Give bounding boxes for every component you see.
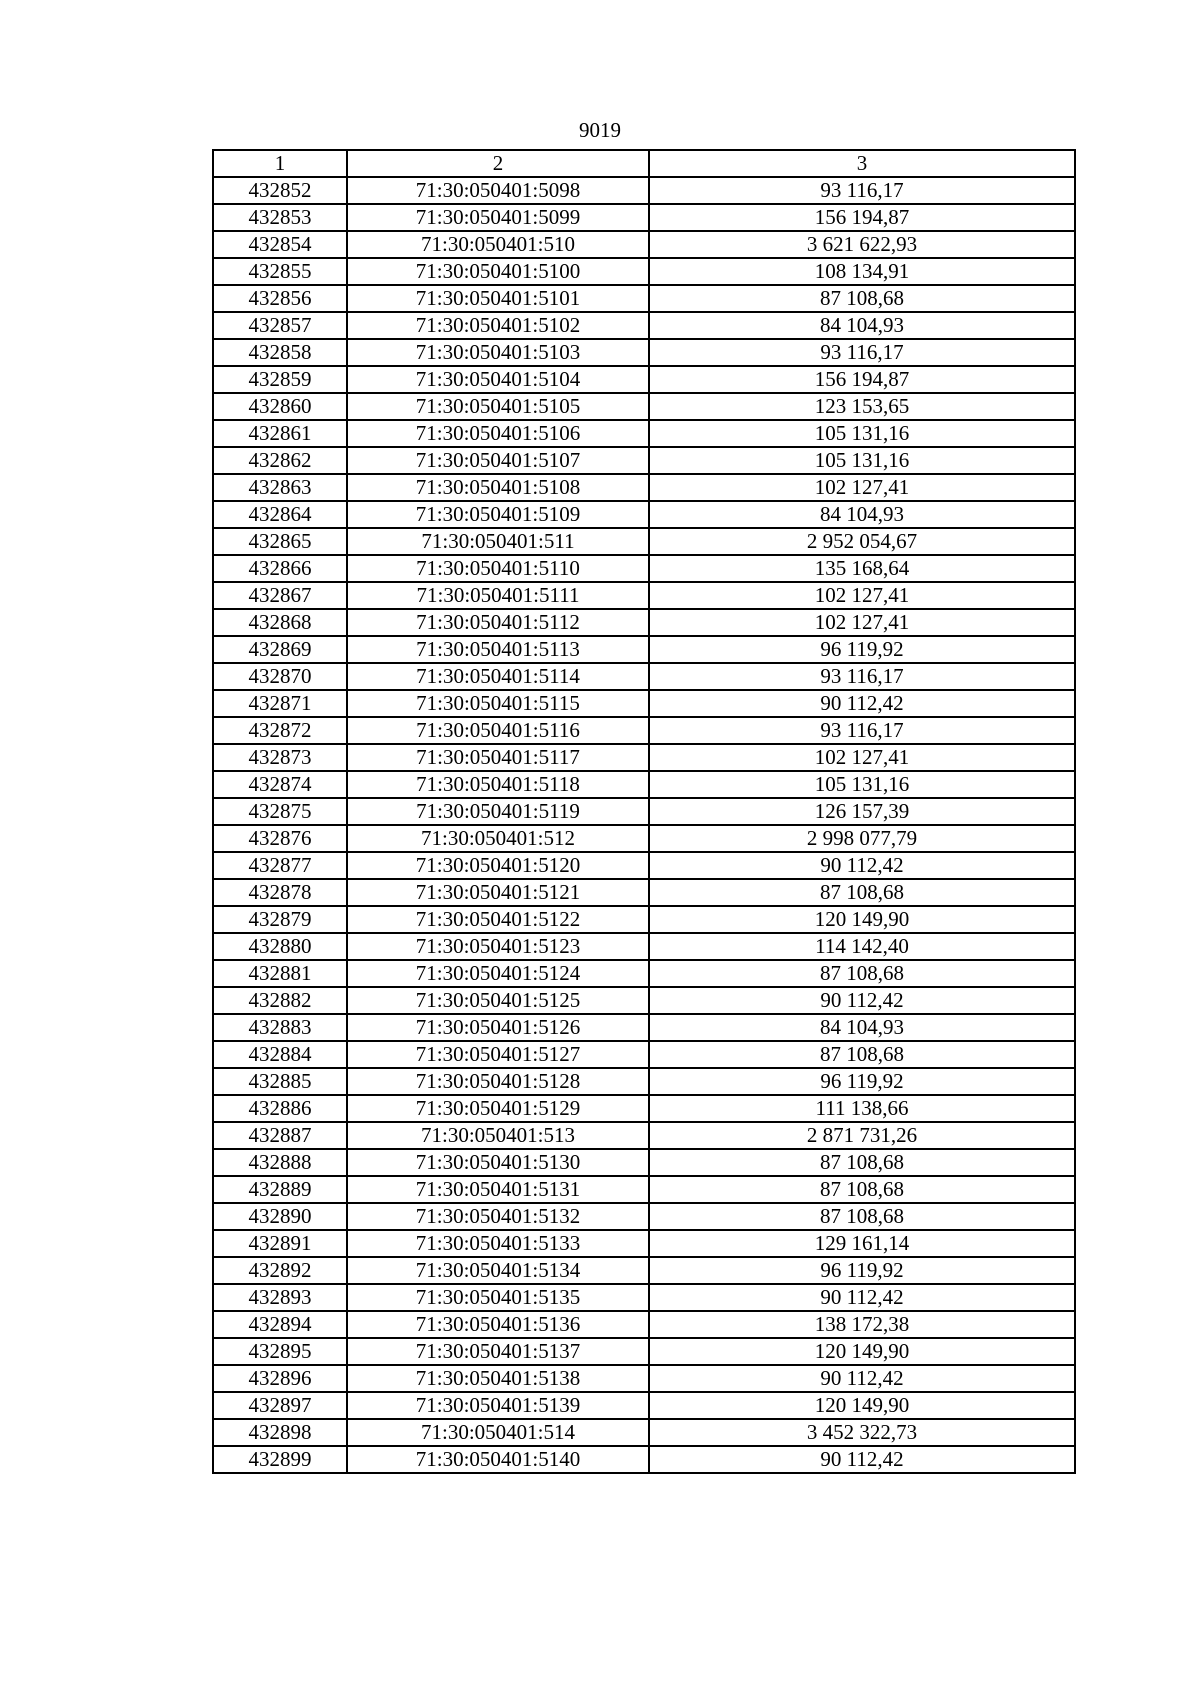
row-number-cell: 432879 <box>213 906 347 933</box>
table-row <box>213 285 1075 312</box>
table-row <box>213 1095 1075 1122</box>
row-number-cell: 432881 <box>213 960 347 987</box>
table-row <box>213 771 1075 798</box>
value-cell: 96 119,92 <box>649 1068 1075 1095</box>
table-row <box>213 1230 1075 1257</box>
table-row <box>213 204 1075 231</box>
row-number-cell: 432857 <box>213 312 347 339</box>
table-row <box>213 1419 1075 1446</box>
cadastral-number-cell: 71:30:050401:5138 <box>347 1365 649 1392</box>
cadastral-number-cell: 71:30:050401:5130 <box>347 1149 649 1176</box>
row-number-cell: 432888 <box>213 1149 347 1176</box>
cadastral-number-cell: 71:30:050401:5105 <box>347 393 649 420</box>
row-number-cell: 432883 <box>213 1014 347 1041</box>
table-row <box>213 366 1075 393</box>
value-cell: 87 108,68 <box>649 1203 1075 1230</box>
row-number-cell: 432868 <box>213 609 347 636</box>
row-number-cell: 432876 <box>213 825 347 852</box>
value-cell: 96 119,92 <box>649 636 1075 663</box>
table-row <box>213 852 1075 879</box>
cadastral-number-cell: 71:30:050401:5135 <box>347 1284 649 1311</box>
table-row <box>213 420 1075 447</box>
value-cell: 102 127,41 <box>649 744 1075 771</box>
table-row <box>213 1311 1075 1338</box>
value-cell: 102 127,41 <box>649 582 1075 609</box>
value-cell: 120 149,90 <box>649 906 1075 933</box>
table-row <box>213 1257 1075 1284</box>
cadastral-number-cell: 71:30:050401:5137 <box>347 1338 649 1365</box>
value-cell: 87 108,68 <box>649 960 1075 987</box>
table-row <box>213 798 1075 825</box>
cadastral-number-cell: 71:30:050401:5133 <box>347 1230 649 1257</box>
value-cell: 87 108,68 <box>649 1176 1075 1203</box>
cadastral-number-cell: 71:30:050401:5117 <box>347 744 649 771</box>
table-row <box>213 177 1075 204</box>
table-row <box>213 1446 1075 1473</box>
value-cell: 105 131,16 <box>649 447 1075 474</box>
row-number-cell: 432898 <box>213 1419 347 1446</box>
cadastral-number-cell: 71:30:050401:5132 <box>347 1203 649 1230</box>
cadastral-number-cell: 71:30:050401:5128 <box>347 1068 649 1095</box>
value-cell: 105 131,16 <box>649 771 1075 798</box>
cadastral-number-cell: 71:30:050401:5102 <box>347 312 649 339</box>
row-number-cell: 432874 <box>213 771 347 798</box>
table-row <box>213 1338 1075 1365</box>
value-cell: 102 127,41 <box>649 609 1075 636</box>
cadastral-number-cell: 71:30:050401:5103 <box>347 339 649 366</box>
table-row <box>213 231 1075 258</box>
table-row <box>213 960 1075 987</box>
row-number-cell: 432884 <box>213 1041 347 1068</box>
cadastral-number-cell: 71:30:050401:5122 <box>347 906 649 933</box>
value-cell: 93 116,17 <box>649 717 1075 744</box>
value-cell: 120 149,90 <box>649 1338 1075 1365</box>
cadastral-number-cell: 71:30:050401:5118 <box>347 771 649 798</box>
cadastral-number-cell: 71:30:050401:511 <box>347 528 649 555</box>
header-cell-2: 2 <box>347 150 649 177</box>
row-number-cell: 432873 <box>213 744 347 771</box>
value-cell: 84 104,93 <box>649 312 1075 339</box>
table-row <box>213 1068 1075 1095</box>
table-row <box>213 1014 1075 1041</box>
cadastral-number-cell: 71:30:050401:5107 <box>347 447 649 474</box>
cadastral-number-cell: 71:30:050401:5100 <box>347 258 649 285</box>
data-table <box>212 149 1076 1474</box>
row-number-cell: 432869 <box>213 636 347 663</box>
table-row <box>213 1122 1075 1149</box>
cadastral-number-cell: 71:30:050401:513 <box>347 1122 649 1149</box>
table-row <box>213 1365 1075 1392</box>
value-cell: 2 998 077,79 <box>649 825 1075 852</box>
cadastral-number-cell: 71:30:050401:5099 <box>347 204 649 231</box>
cadastral-number-cell: 71:30:050401:5127 <box>347 1041 649 1068</box>
table-row <box>213 1149 1075 1176</box>
value-cell: 3 621 622,93 <box>649 231 1075 258</box>
table-row <box>213 717 1075 744</box>
value-cell: 156 194,87 <box>649 366 1075 393</box>
row-number-cell: 432886 <box>213 1095 347 1122</box>
row-number-cell: 432855 <box>213 258 347 285</box>
table-row <box>213 690 1075 717</box>
cadastral-number-cell: 71:30:050401:514 <box>347 1419 649 1446</box>
row-number-cell: 432852 <box>213 177 347 204</box>
header-cell-3: 3 <box>649 150 1075 177</box>
row-number-cell: 432867 <box>213 582 347 609</box>
row-number-cell: 432858 <box>213 339 347 366</box>
row-number-cell: 432864 <box>213 501 347 528</box>
cadastral-number-cell: 71:30:050401:5124 <box>347 960 649 987</box>
value-cell: 138 172,38 <box>649 1311 1075 1338</box>
table-row <box>213 528 1075 555</box>
header-cell-1: 1 <box>213 150 347 177</box>
value-cell: 90 112,42 <box>649 1446 1075 1473</box>
value-cell: 126 157,39 <box>649 798 1075 825</box>
value-cell: 93 116,17 <box>649 663 1075 690</box>
cadastral-number-cell: 71:30:050401:5139 <box>347 1392 649 1419</box>
table-row <box>213 663 1075 690</box>
value-cell: 90 112,42 <box>649 690 1075 717</box>
value-cell: 120 149,90 <box>649 1392 1075 1419</box>
cadastral-number-cell: 71:30:050401:5131 <box>347 1176 649 1203</box>
row-number-cell: 432861 <box>213 420 347 447</box>
cadastral-number-cell: 71:30:050401:5115 <box>347 690 649 717</box>
table-row <box>213 312 1075 339</box>
row-number-cell: 432872 <box>213 717 347 744</box>
table-row <box>213 339 1075 366</box>
value-cell: 102 127,41 <box>649 474 1075 501</box>
row-number-cell: 432853 <box>213 204 347 231</box>
value-cell: 2 871 731,26 <box>649 1122 1075 1149</box>
row-number-cell: 432880 <box>213 933 347 960</box>
value-cell: 129 161,14 <box>649 1230 1075 1257</box>
row-number-cell: 432856 <box>213 285 347 312</box>
cadastral-number-cell: 71:30:050401:5134 <box>347 1257 649 1284</box>
value-cell: 135 168,64 <box>649 555 1075 582</box>
value-cell: 156 194,87 <box>649 204 1075 231</box>
table-header-row <box>213 150 1075 177</box>
row-number-cell: 432882 <box>213 987 347 1014</box>
value-cell: 90 112,42 <box>649 1365 1075 1392</box>
table-row <box>213 906 1075 933</box>
row-number-cell: 432887 <box>213 1122 347 1149</box>
row-number-cell: 432877 <box>213 852 347 879</box>
value-cell: 93 116,17 <box>649 177 1075 204</box>
row-number-cell: 432860 <box>213 393 347 420</box>
table-row <box>213 447 1075 474</box>
table-row <box>213 258 1075 285</box>
page-number: 9019 <box>579 118 621 142</box>
value-cell: 90 112,42 <box>649 1284 1075 1311</box>
row-number-cell: 432892 <box>213 1257 347 1284</box>
table-row <box>213 609 1075 636</box>
row-number-cell: 432889 <box>213 1176 347 1203</box>
row-number-cell: 432863 <box>213 474 347 501</box>
cadastral-number-cell: 71:30:050401:5120 <box>347 852 649 879</box>
value-cell: 87 108,68 <box>649 1041 1075 1068</box>
table-row <box>213 987 1075 1014</box>
cadastral-number-cell: 71:30:050401:5125 <box>347 987 649 1014</box>
table-row <box>213 1041 1075 1068</box>
value-cell: 90 112,42 <box>649 852 1075 879</box>
cadastral-number-cell: 71:30:050401:5123 <box>347 933 649 960</box>
cadastral-number-cell: 71:30:050401:5116 <box>347 717 649 744</box>
cadastral-number-cell: 71:30:050401:5126 <box>347 1014 649 1041</box>
row-number-cell: 432854 <box>213 231 347 258</box>
table-row <box>213 393 1075 420</box>
row-number-cell: 432885 <box>213 1068 347 1095</box>
table-row <box>213 1176 1075 1203</box>
row-number-cell: 432891 <box>213 1230 347 1257</box>
cadastral-number-cell: 71:30:050401:512 <box>347 825 649 852</box>
cadastral-number-cell: 71:30:050401:5113 <box>347 636 649 663</box>
table-row <box>213 933 1075 960</box>
value-cell: 105 131,16 <box>649 420 1075 447</box>
table-row <box>213 1203 1075 1230</box>
table-body <box>213 150 1075 1473</box>
table-row <box>213 582 1075 609</box>
row-number-cell: 432896 <box>213 1365 347 1392</box>
table-row <box>213 474 1075 501</box>
row-number-cell: 432890 <box>213 1203 347 1230</box>
value-cell: 84 104,93 <box>649 1014 1075 1041</box>
cadastral-number-cell: 71:30:050401:5119 <box>347 798 649 825</box>
value-cell: 90 112,42 <box>649 987 1075 1014</box>
cadastral-number-cell: 71:30:050401:5098 <box>347 177 649 204</box>
cadastral-number-cell: 71:30:050401:5104 <box>347 366 649 393</box>
cadastral-number-cell: 71:30:050401:5140 <box>347 1446 649 1473</box>
cadastral-number-cell: 71:30:050401:5106 <box>347 420 649 447</box>
table-row <box>213 825 1075 852</box>
row-number-cell: 432866 <box>213 555 347 582</box>
value-cell: 96 119,92 <box>649 1257 1075 1284</box>
value-cell: 111 138,66 <box>649 1095 1075 1122</box>
table-row <box>213 501 1075 528</box>
table-row <box>213 1392 1075 1419</box>
value-cell: 108 134,91 <box>649 258 1075 285</box>
row-number-cell: 432862 <box>213 447 347 474</box>
row-number-cell: 432865 <box>213 528 347 555</box>
cadastral-number-cell: 71:30:050401:5111 <box>347 582 649 609</box>
value-cell: 123 153,65 <box>649 393 1075 420</box>
row-number-cell: 432859 <box>213 366 347 393</box>
value-cell: 93 116,17 <box>649 339 1075 366</box>
table-row <box>213 879 1075 906</box>
cadastral-number-cell: 71:30:050401:5112 <box>347 609 649 636</box>
cadastral-number-cell: 71:30:050401:5109 <box>347 501 649 528</box>
cadastral-number-cell: 71:30:050401:5114 <box>347 663 649 690</box>
table-row <box>213 555 1075 582</box>
table-row <box>213 636 1075 663</box>
cadastral-number-cell: 71:30:050401:5108 <box>347 474 649 501</box>
cadastral-number-cell: 71:30:050401:5101 <box>347 285 649 312</box>
value-cell: 87 108,68 <box>649 285 1075 312</box>
cadastral-number-cell: 71:30:050401:510 <box>347 231 649 258</box>
row-number-cell: 432878 <box>213 879 347 906</box>
cadastral-number-cell: 71:30:050401:5129 <box>347 1095 649 1122</box>
row-number-cell: 432875 <box>213 798 347 825</box>
cadastral-number-cell: 71:30:050401:5110 <box>347 555 649 582</box>
value-cell: 114 142,40 <box>649 933 1075 960</box>
row-number-cell: 432870 <box>213 663 347 690</box>
value-cell: 84 104,93 <box>649 501 1075 528</box>
row-number-cell: 432895 <box>213 1338 347 1365</box>
table-row <box>213 744 1075 771</box>
value-cell: 3 452 322,73 <box>649 1419 1075 1446</box>
value-cell: 2 952 054,67 <box>649 528 1075 555</box>
row-number-cell: 432871 <box>213 690 347 717</box>
row-number-cell: 432899 <box>213 1446 347 1473</box>
value-cell: 87 108,68 <box>649 879 1075 906</box>
cadastral-number-cell: 71:30:050401:5121 <box>347 879 649 906</box>
table-row <box>213 1284 1075 1311</box>
cadastral-number-cell: 71:30:050401:5136 <box>347 1311 649 1338</box>
row-number-cell: 432893 <box>213 1284 347 1311</box>
row-number-cell: 432894 <box>213 1311 347 1338</box>
row-number-cell: 432897 <box>213 1392 347 1419</box>
value-cell: 87 108,68 <box>649 1149 1075 1176</box>
